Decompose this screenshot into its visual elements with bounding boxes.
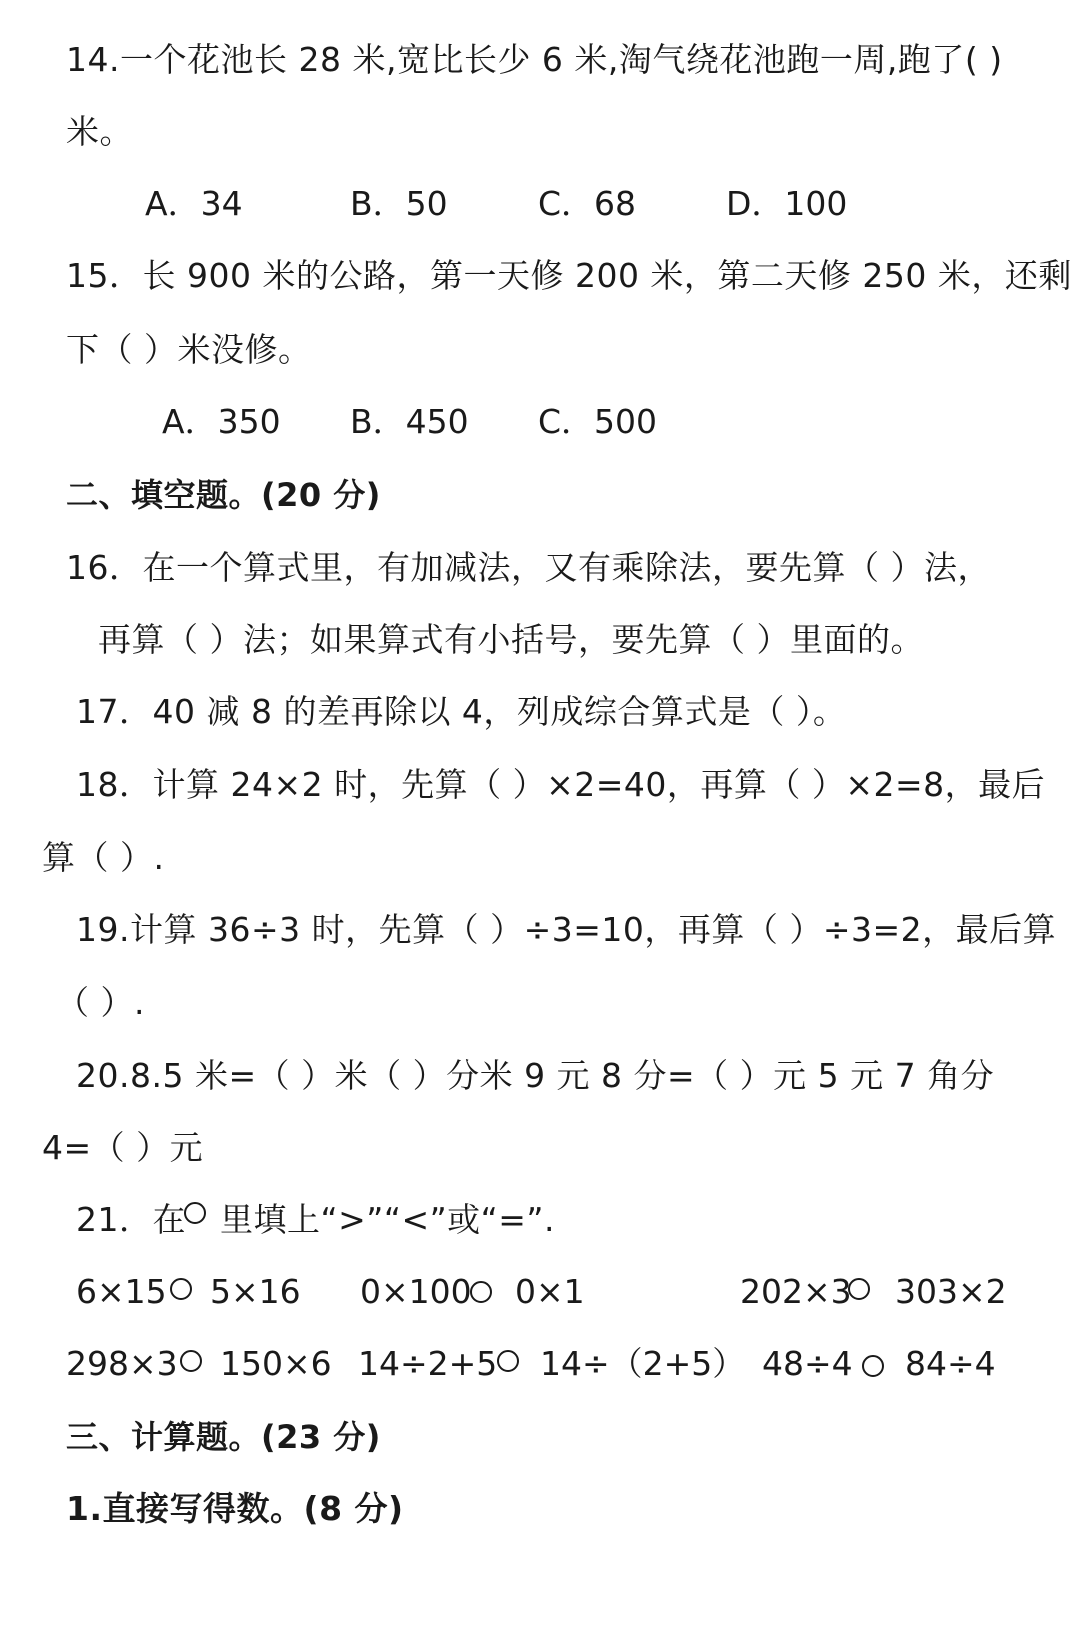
compare-right: 0×1	[515, 1272, 585, 1311]
q14-option-a: A．34	[145, 184, 243, 223]
compare-left: 14÷2+5	[358, 1344, 498, 1383]
compare-left: 6×15	[76, 1272, 167, 1311]
q14-line1: 14.一个花池长 28 米,宽比长少 6 米,淘气绕花池跑一周,跑了( )	[66, 40, 1003, 79]
q14-option-c: C．68	[538, 184, 637, 223]
q20-line2: 4=（ ）元	[42, 1128, 204, 1167]
q16-line1: 16．在一个算式里，有加减法，又有乘除法，要先算（ ）法，	[66, 548, 991, 587]
q19-line2: （ ）.	[56, 983, 145, 1022]
q20-line1: 20.8.5 米=（ ）米（ ）分米 9 元 8 分=（ ）元 5 元 7 角分	[76, 1056, 995, 1095]
compare-right: 303×2	[895, 1272, 1007, 1311]
compare-right: 150×6	[220, 1344, 332, 1383]
q14-option-b: B．50	[350, 184, 448, 223]
q19-line1: 19.计算 36÷3 时，先算（ ）÷3=10，再算（ ）÷3=2，最后算	[76, 910, 1057, 949]
q15-option-c: C．500	[538, 402, 658, 441]
compare-right: 84÷4	[905, 1344, 996, 1383]
q16-line2: 再算（ ）法；如果算式有小括号，要先算（ ）里面的。	[98, 620, 924, 659]
compare-left: 298×3	[66, 1344, 178, 1383]
q15-option-b: B．450	[350, 402, 469, 441]
q14-line2: 米。	[66, 112, 133, 151]
compare-right: 5×16	[210, 1272, 301, 1311]
q14-option-d: D．100	[726, 184, 848, 223]
compare-circle-icon[interactable]	[848, 1278, 870, 1300]
q15-line2: 下（ ）米没修。	[66, 330, 312, 369]
q21-suffix: 里填上“>”“<”或“=”.	[220, 1200, 556, 1239]
q17-line1: 17．40 减 8 的差再除以 4，列成综合算式是（ ）。	[76, 692, 847, 731]
compare-left: 202×3	[740, 1272, 852, 1311]
compare-circle-icon[interactable]	[470, 1281, 492, 1303]
compare-left: 0×100	[360, 1272, 472, 1311]
q18-line2: 算（ ）.	[42, 838, 165, 877]
q15-line1: 15．长 900 米的公路，第一天修 200 米，第二天修 250 米，还剩	[66, 256, 1072, 295]
compare-left: 48÷4	[762, 1344, 853, 1383]
q21-prefix: 21．在	[76, 1200, 186, 1239]
compare-right: 14÷（2+5）	[540, 1344, 746, 1383]
q18-line1: 18．计算 24×2 时，先算（ ）×2=40，再算（ ）×2=8，最后	[76, 765, 1046, 804]
section3-sub1-text: 1.直接写得数。(8 分)	[66, 1489, 404, 1528]
q15-option-a: A．350	[162, 402, 281, 441]
section2-heading: 二、填空题。(20 分)	[66, 476, 381, 514]
compare-circle-icon[interactable]	[170, 1278, 192, 1300]
compare-circle-icon[interactable]	[180, 1350, 202, 1372]
section3-sub1	[66, 1489, 404, 1529]
compare-circle-icon[interactable]	[497, 1350, 519, 1372]
section3-heading: 三、计算题。(23 分)	[66, 1418, 381, 1456]
compare-circle-icon[interactable]	[862, 1355, 884, 1377]
comparison-circle-icon	[184, 1202, 206, 1224]
